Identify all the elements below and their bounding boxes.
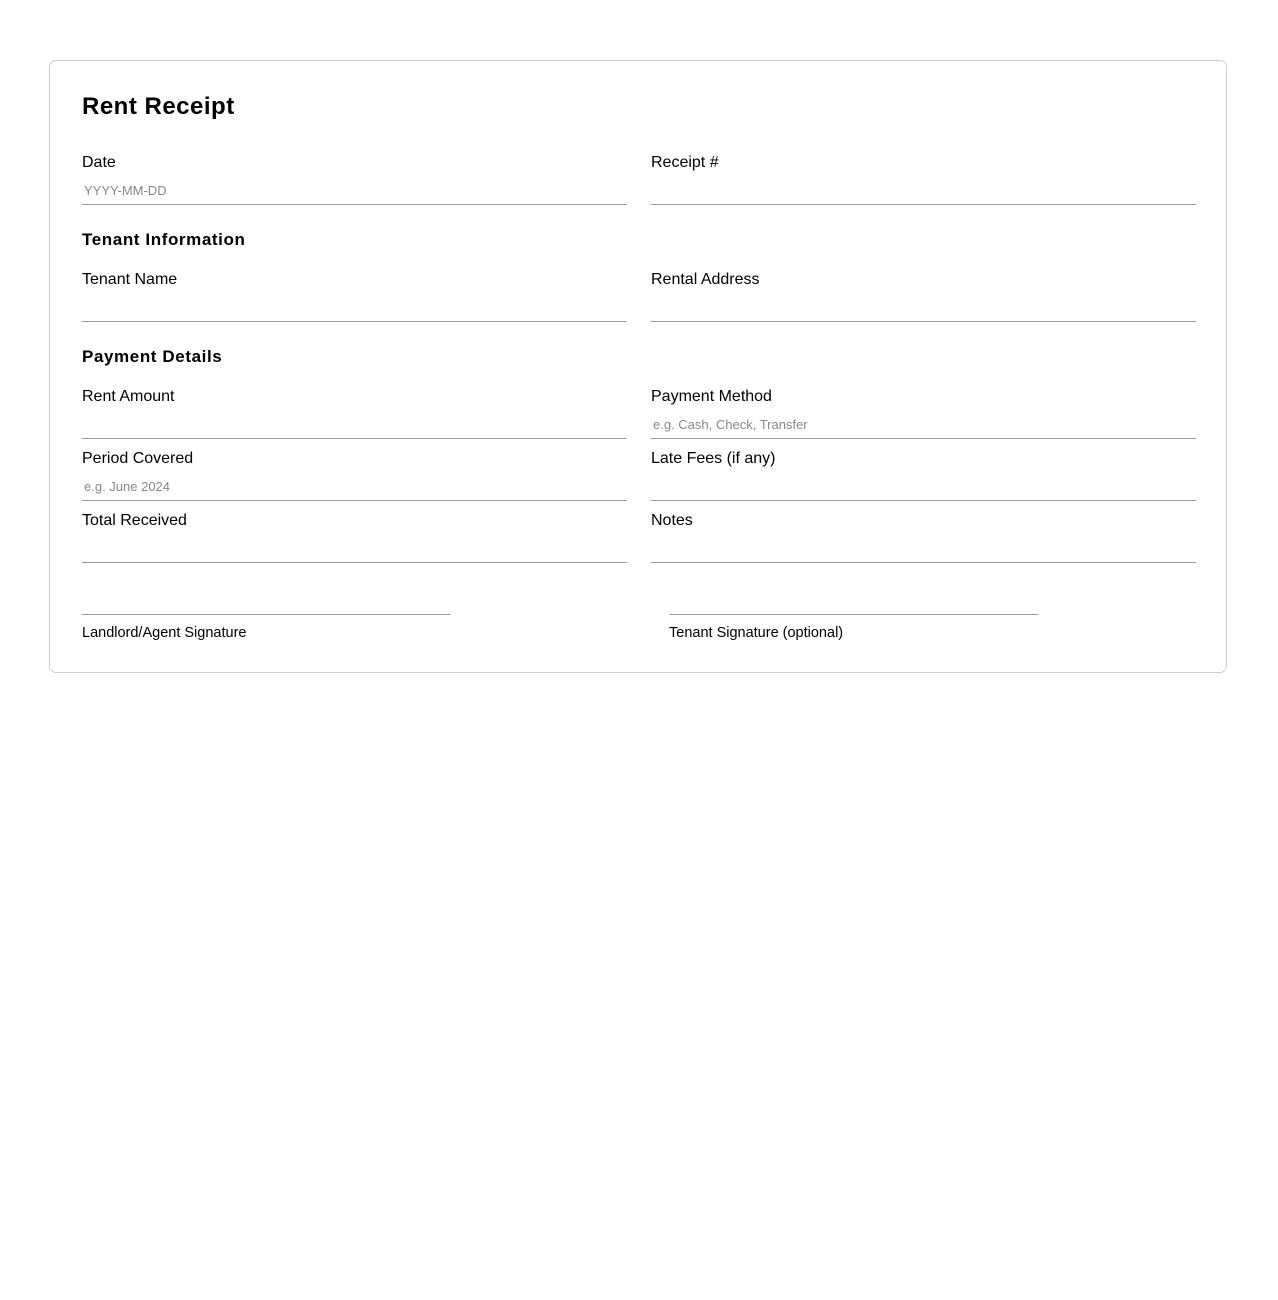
payment-method-input[interactable] <box>651 411 1196 439</box>
tenant-name-input[interactable] <box>82 294 627 322</box>
landlord-signature-line[interactable] <box>82 614 451 615</box>
rent-amount-label: Rent Amount <box>82 388 175 405</box>
rental-address-label: Rental Address <box>651 271 760 288</box>
tenant-name-field-group <box>82 270 627 322</box>
rent-amount-field-group <box>82 387 627 439</box>
form-title: Rent Receipt <box>82 93 235 120</box>
total-received-label: Total Received <box>82 512 187 529</box>
total-received-field-group <box>82 511 627 563</box>
period-covered-input[interactable] <box>82 473 627 501</box>
date-input[interactable] <box>82 177 627 205</box>
payment-method-label: Payment Method <box>651 388 772 405</box>
late-fees-label: Late Fees (if any) <box>651 450 776 467</box>
receipt-number-input[interactable] <box>651 177 1196 205</box>
rental-address-field-group <box>651 270 1196 322</box>
tenant-information-heading: Tenant Information <box>82 230 246 249</box>
period-covered-label: Period Covered <box>82 450 194 467</box>
date-field-group <box>82 153 627 205</box>
tenant-signature-line[interactable] <box>669 614 1038 615</box>
landlord-signature-block <box>82 614 451 641</box>
payment-method-field-group <box>651 387 1196 439</box>
rent-receipt-form <box>49 60 1227 673</box>
period-covered-field-group <box>82 449 627 501</box>
notes-input[interactable] <box>651 535 1196 563</box>
payment-details-heading: Payment Details <box>82 347 223 366</box>
tenant-signature-label: Tenant Signature (optional) <box>669 625 844 641</box>
late-fees-input[interactable] <box>651 473 1196 501</box>
receipt-number-label: Receipt # <box>651 154 719 171</box>
notes-label: Notes <box>651 512 693 529</box>
tenant-name-label: Tenant Name <box>82 271 178 288</box>
total-received-input[interactable] <box>82 535 627 563</box>
landlord-signature-label: Landlord/Agent Signature <box>82 625 247 641</box>
rental-address-input[interactable] <box>651 294 1196 322</box>
late-fees-field-group <box>651 449 1196 501</box>
receipt-number-field-group <box>651 153 1196 205</box>
rent-amount-input[interactable] <box>82 411 627 439</box>
tenant-signature-block <box>669 614 1038 641</box>
notes-field-group <box>651 511 1196 563</box>
date-label: Date <box>82 154 116 171</box>
